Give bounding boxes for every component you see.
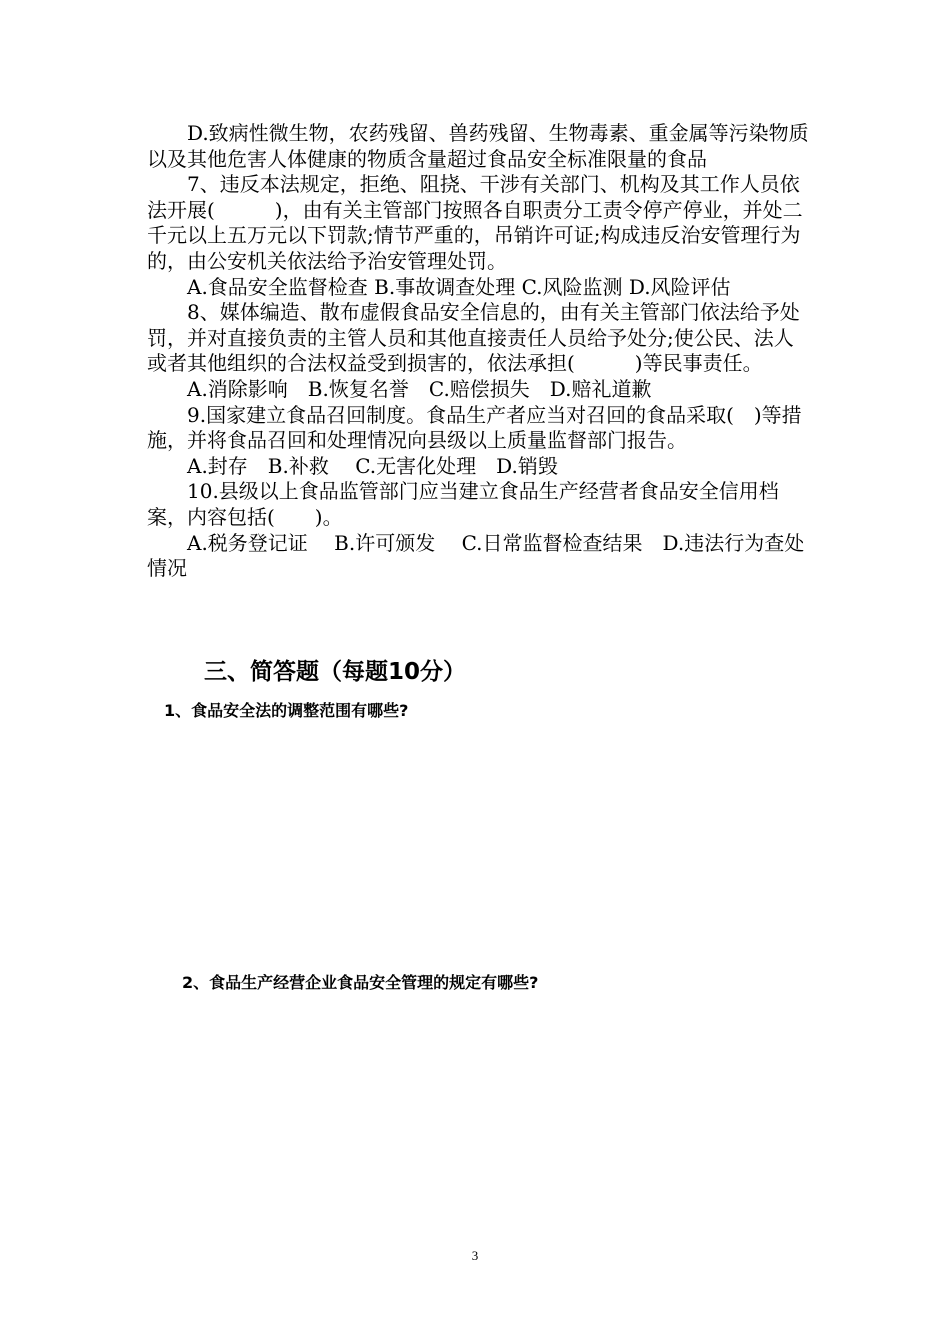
question-7: 7、违反本法规定，拒绝、阻挠、干涉有关部门、机构及其工作人员依法开展( )，由有关主管部门按照各自职责分工责令停产停业，并处二千元以上五万元以下罚款;情节严重的，吊销许可证;构成违反治安管理行为的，由公安机关依法给予治安管理处罚。 [147, 172, 803, 273]
option-d-question-6: D.致病性微生物，农药残留、兽药残留、生物毒素、重金属等污染物质以及其他危害人体健康的物质含量超过食品安全标准限量的食品 [147, 121, 809, 171]
options-question-10: A.税务登记证 B.许可颁发 C.日常监督检查结果 D.违法行为查处情况 [147, 530, 805, 581]
document-body [147, 121, 813, 582]
short-answer-question-1: 1、食品安全法的调整范围有哪些? [164, 701, 409, 720]
question-9: 9.国家建立食品召回制度。食品生产者应当对召回的食品采取( )等措施，并将食品召回和处理情况向县级以上质量监督部门报告。 [147, 402, 802, 453]
options-question-8: A.消除影响 B.恢复名誉 C.赔偿损失 D.赔礼道歉 [187, 376, 652, 401]
options-question-7: A.食品安全监督检查 B.事故调查处理 C.风险监测 D.风险评估 [187, 274, 731, 299]
page-number: 3 [471, 1248, 479, 1263]
question-8: 8、媒体编造、散布虚假食品安全信息的，由有关主管部门依法给予处罚，并对直接负责的主管人员和其他直接责任人员给予处分;使公民、法人或者其他组织的合法权益受到损害的，依法承担( )等民事责任。 [147, 300, 800, 376]
short-answer-question-2: 2、食品生产经营企业食品安全管理的规定有哪些? [182, 973, 539, 992]
section-heading-short-answer: 三、简答题（每题10分） [204, 659, 467, 685]
question-10: 10.县级以上食品监管部门应当建立食品生产经营者食品安全信用档案，内容包括( )。 [147, 479, 779, 529]
options-question-9: A.封存 B.补救 C.无害化处理 D.销毁 [187, 453, 558, 478]
